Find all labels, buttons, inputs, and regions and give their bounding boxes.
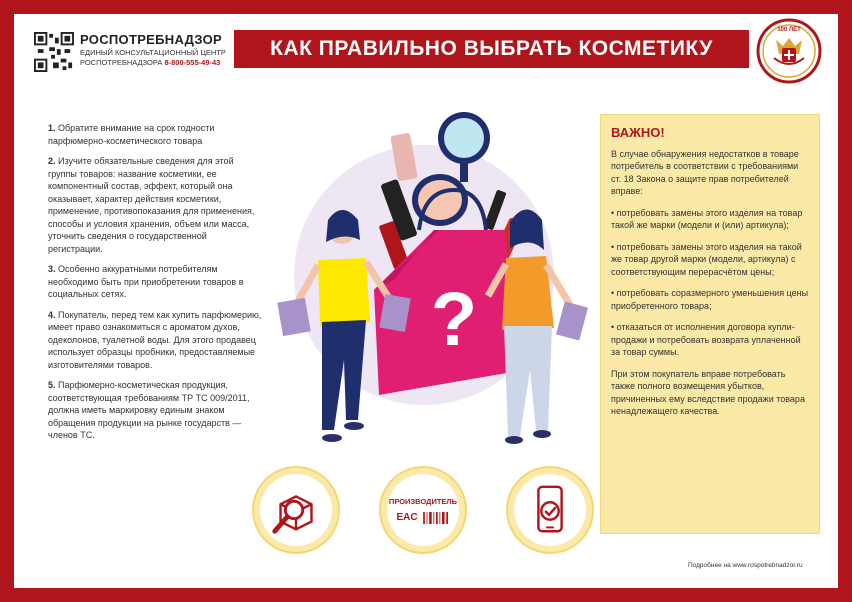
footer-link: Подробнее на www.rospotrebnadzor.ru	[688, 562, 803, 569]
org-sub-line1: ЕДИНЫЙ КОНСУЛЬТАЦИОННЫЙ ЦЕНТР	[80, 48, 226, 57]
tip-number: 3.	[48, 264, 56, 274]
tip-number: 1.	[48, 123, 56, 133]
producer-label-badge	[379, 466, 467, 554]
shopping-illustration	[254, 100, 594, 460]
tip-item	[48, 379, 263, 442]
important-paragraph: • потребовать замены этого изделия на такой же товар другой марки (модели, артикула) с соответствующим перерасчётом цены;	[611, 241, 802, 277]
tip-item	[48, 122, 263, 147]
tip-number: 5.	[48, 380, 56, 390]
tip-number: 4.	[48, 309, 56, 320]
tip-text: Изучите обязательные сведения для этой группы товаров: название косметики, ее компонентный состав, эффект, который она оказывает, характер действия косметики, применение, противопоказания для применения, способы и условия хранения, объем или масса, уточнить сведения о государственной регистрации.	[48, 156, 255, 254]
qr-code-icon	[34, 32, 74, 72]
important-paragraph: • потребовать соразмерного уменьшения цены приобретенного товара;	[611, 288, 809, 311]
emblem-icon	[756, 18, 822, 84]
shopping-bag-small	[277, 298, 310, 336]
box-magnifier-icon	[260, 474, 332, 546]
important-paragraphs	[611, 148, 809, 418]
page-title: КАК ПРАВИЛЬНО ВЫБРАТЬ КОСМЕТИКУ	[234, 30, 749, 68]
important-paragraph: При этом покупатель вправе потребовать также полного возмещения убытков, причиненных ему вследствие продажи товара ненадлежащего качества.	[611, 368, 805, 416]
box-inspect-badge	[252, 466, 340, 554]
important-paragraph: В случае обнаружения недостатков в товаре потребитель в соответствии с требованиями ст. 18 Закона о защите прав потребителей вправе:	[611, 148, 799, 196]
org-name: РОСПОТРЕБНАДЗОР	[80, 32, 223, 47]
eac-mark: EAC	[396, 512, 418, 523]
barcode-icon	[422, 512, 450, 524]
org-sub-line2: РОСПОТРЕБНАДЗОРА	[80, 58, 163, 67]
tip-item	[48, 263, 263, 301]
tip-text: Парфюмерно-косметическая продукция, соответствующая требованиям ТР ТС 009/2011, должна иметь маркировку единым знаком обращения продукции на рынке государств — членов ТС.	[48, 380, 250, 440]
important-box	[600, 114, 820, 534]
poster	[14, 14, 838, 588]
tip-text: Особенно аккуратными потребителям необходимо быть при приобретении товаров в социальных сетях.	[48, 264, 244, 299]
tips-list	[48, 122, 263, 450]
svg-text:?: ?	[430, 277, 478, 362]
tip-number: 2.	[48, 156, 56, 166]
producer-label: ПРОИЗВОДИТЕЛЬ	[388, 496, 458, 506]
tip-text: Обратите внимание на срок годности парфюмерно-косметического товара	[48, 123, 215, 146]
hotline-phone: 8-800-555-49-43	[164, 58, 221, 67]
tip-item	[48, 309, 263, 372]
tip-item	[48, 155, 263, 255]
emblem-label: 100 ЛЕТ	[777, 27, 801, 33]
phone-check-icon	[514, 474, 586, 546]
important-paragraph: • потребовать замены этого изделия на товар такой же марки (модели и (или) артикула);	[611, 207, 803, 230]
important-title: ВАЖНО!	[611, 125, 665, 140]
phone-check-badge	[506, 466, 594, 554]
tip-text: Покупатель, перед тем как купить парфюмерию, имеет право ознакомиться с ароматом духов, одеколонов, туалетной воды. Для этого продавец использует образцы пробники, предоставляемые изготовителями товаров.	[48, 309, 262, 370]
org-subtitle	[80, 48, 226, 68]
important-paragraph: • отказаться от исполнения договора купли-продажи и потребовать возврата уплаченной за товар суммы.	[611, 322, 801, 357]
